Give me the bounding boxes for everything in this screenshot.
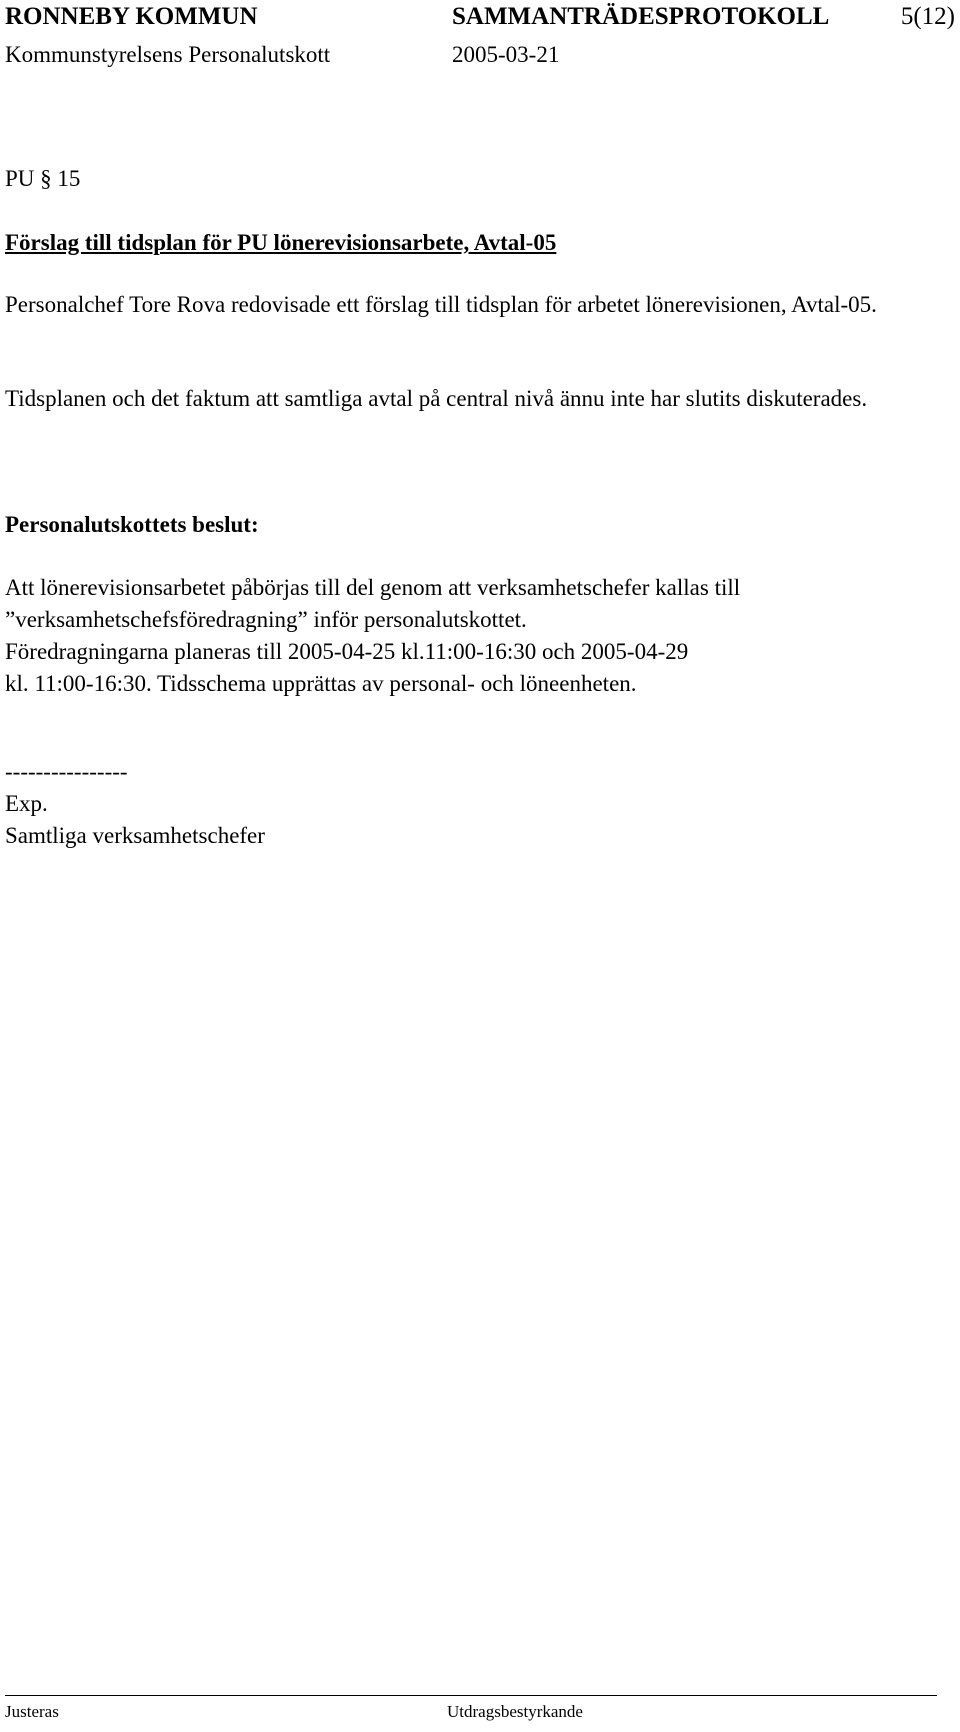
meeting-date: 2005-03-21: [452, 42, 560, 67]
footer-justeras: Justeras: [5, 1702, 59, 1721]
expedition-recipients: Samtliga verksamhetschefer: [5, 823, 265, 848]
footer-divider: [5, 1695, 937, 1696]
decision-text: [5, 572, 950, 700]
decision-heading: Personalutskottets beslut:: [5, 512, 259, 537]
decision-line: Att lönerevisionsarbetet påbörjas till del genom att verksamhetschefer kallas till: [5, 575, 741, 600]
paragraph-report: Personalchef Tore Rova redovisade ett förslag till tidsplan för arbetet lönerevisionen, Avtal-05.: [5, 292, 877, 317]
decision-line: Föredragningarna planeras till 2005-04-25 kl.11:00-16:30 och 2005-04-29: [5, 639, 689, 664]
expedition-label: Exp.: [5, 791, 48, 816]
decision-line: ”verksamhetschefsföredragning” inför personalutskottet.: [5, 607, 527, 632]
decision-line: kl. 11:00-16:30. Tidsschema upprättas av personal- och löneenheten.: [5, 671, 637, 696]
section-title: Förslag till tidsplan för PU lönerevisionsarbete, Avtal-05: [5, 230, 557, 255]
section-number: PU § 15: [5, 166, 81, 191]
document-type: SAMMANTRÄDESPROTOKOLL: [452, 3, 830, 30]
page-number: 5(12): [900, 3, 955, 30]
municipality-name: RONNEBY KOMMUN: [5, 3, 258, 30]
header-row-top: [5, 0, 955, 34]
paragraph-discussion: Tidsplanen och det faktum att samtliga avtal på central nivå ännu inte har slutits diskuterades.: [5, 386, 868, 411]
expedition-separator: ----------------: [5, 759, 128, 784]
footer-utdragsbestyrkande: Utdragsbestyrkande: [447, 1702, 583, 1721]
header-row-bottom: [5, 38, 955, 72]
committee-name: Kommunstyrelsens Personalutskott: [5, 42, 331, 67]
